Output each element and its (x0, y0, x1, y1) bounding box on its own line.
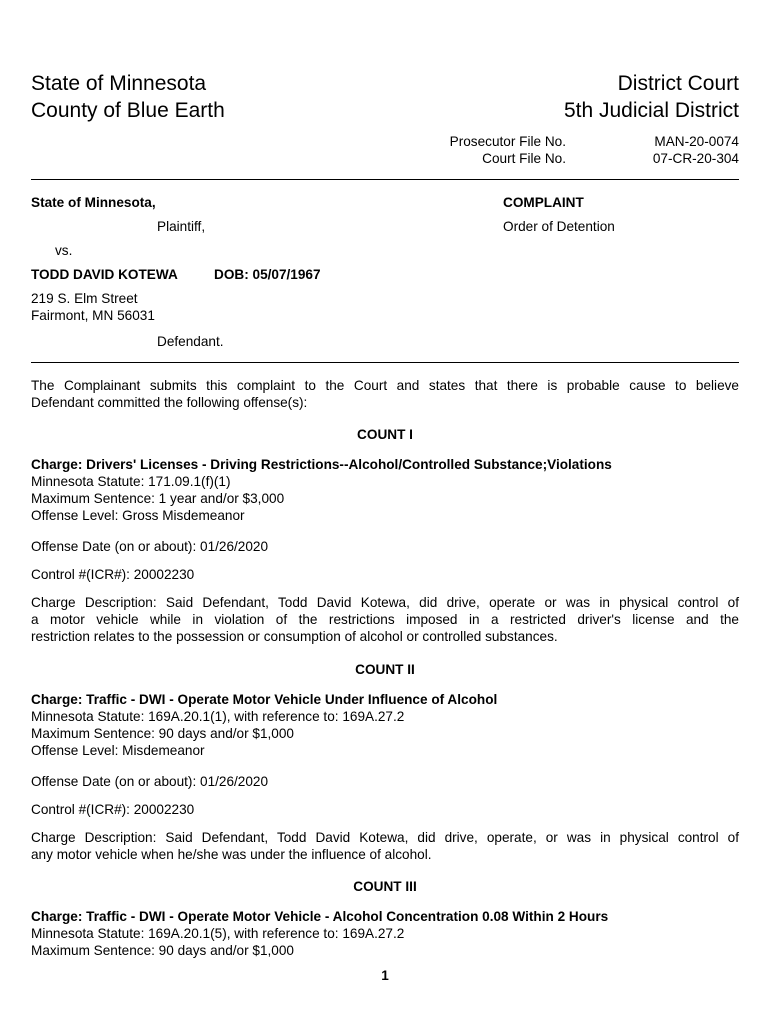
charge-title: Charge: Traffic - DWI - Operate Motor Vehicle Under Influence of Alcohol (31, 692, 498, 707)
charge-description (31, 594, 739, 645)
plaintiff-role: Plaintiff, (157, 219, 206, 234)
description-line: Charge Description: Said Defendant, Todd David Kotewa, did drive, operate or was in physical control of (31, 595, 739, 610)
description-line: any motor vehicle when he/she was under the influence of alcohol. (31, 847, 432, 862)
count-heading: COUNT III (353, 879, 417, 894)
offense-date: Offense Date (on or about): 01/26/2020 (31, 774, 269, 789)
plaintiff-name: State of Minnesota, (31, 195, 156, 210)
statute: Minnesota Statute: 169A.20.1(1), with reference to: 169A.27.2 (31, 709, 405, 724)
caption-divider (31, 362, 739, 363)
prosecutor-file-label: Prosecutor File No. (449, 134, 566, 149)
charge-title: Charge: Traffic - DWI - Operate Motor Vehicle - Alcohol Concentration 0.08 Within 2 Hours (31, 909, 609, 924)
defendant-role: Defendant. (157, 334, 224, 349)
county-name: County of Blue Earth (31, 99, 225, 122)
max-sentence: Maximum Sentence: 90 days and/or $1,000 (31, 943, 294, 958)
max-sentence: Maximum Sentence: 90 days and/or $1,000 (31, 726, 294, 741)
prosecutor-file-number: MAN-20-0074 (654, 134, 739, 149)
defendant-dob: DOB: 05/07/1967 (214, 267, 321, 282)
court-file-label: Court File No. (482, 151, 566, 166)
statute: Minnesota Statute: 171.09.1(f)(1) (31, 474, 231, 489)
description-line: restriction relates to the possession or consumption of alcohol or controlled substances. (31, 629, 558, 644)
versus-label: vs. (55, 243, 73, 258)
defendant-name: TODD DAVID KOTEWA (31, 267, 178, 282)
charge-title: Charge: Drivers' Licenses - Driving Restrictions--Alcohol/Controlled Substance;Violations (31, 457, 612, 472)
description-line: a motor vehicle while in violation of the restrictions imposed in a restricted driver's license and the (31, 612, 739, 627)
document-subtype: Order of Detention (503, 219, 615, 234)
intro-paragraph (31, 377, 739, 411)
defendant-address-line1: 219 S. Elm Street (31, 291, 138, 306)
control-number: Control #(ICR#): 20002230 (31, 802, 195, 817)
court-name: District Court (617, 72, 739, 95)
count-heading: COUNT II (355, 662, 415, 677)
state-name: State of Minnesota (31, 72, 207, 95)
page-number: 1 (381, 968, 389, 983)
statute: Minnesota Statute: 169A.20.1(5), with reference to: 169A.27.2 (31, 926, 405, 941)
judicial-district: 5th Judicial District (563, 99, 739, 122)
offense-level: Offense Level: Misdemeanor (31, 743, 205, 758)
charge-description (31, 829, 739, 863)
count-details (31, 908, 739, 959)
offense-date: Offense Date (on or about): 01/26/2020 (31, 539, 269, 554)
count-heading: COUNT I (357, 427, 413, 442)
control-number: Control #(ICR#): 20002230 (31, 567, 195, 582)
count-details (31, 456, 739, 524)
max-sentence: Maximum Sentence: 1 year and/or $3,000 (31, 491, 285, 506)
intro-line: The Complainant submits this complaint to the Court and states that there is probable cause to believe (31, 378, 739, 393)
offense-level: Offense Level: Gross Misdemeanor (31, 508, 245, 523)
defendant-address-line2: Fairmont, MN 56031 (31, 308, 155, 323)
document-type: COMPLAINT (503, 195, 584, 210)
header-divider (31, 179, 739, 180)
court-file-number: 07-CR-20-304 (652, 151, 739, 166)
count-details (31, 691, 739, 759)
description-line: Charge Description: Said Defendant, Todd David Kotewa, did drive, operate, or was in physical control of (31, 830, 739, 845)
intro-line: Defendant committed the following offense(s): (31, 395, 308, 410)
